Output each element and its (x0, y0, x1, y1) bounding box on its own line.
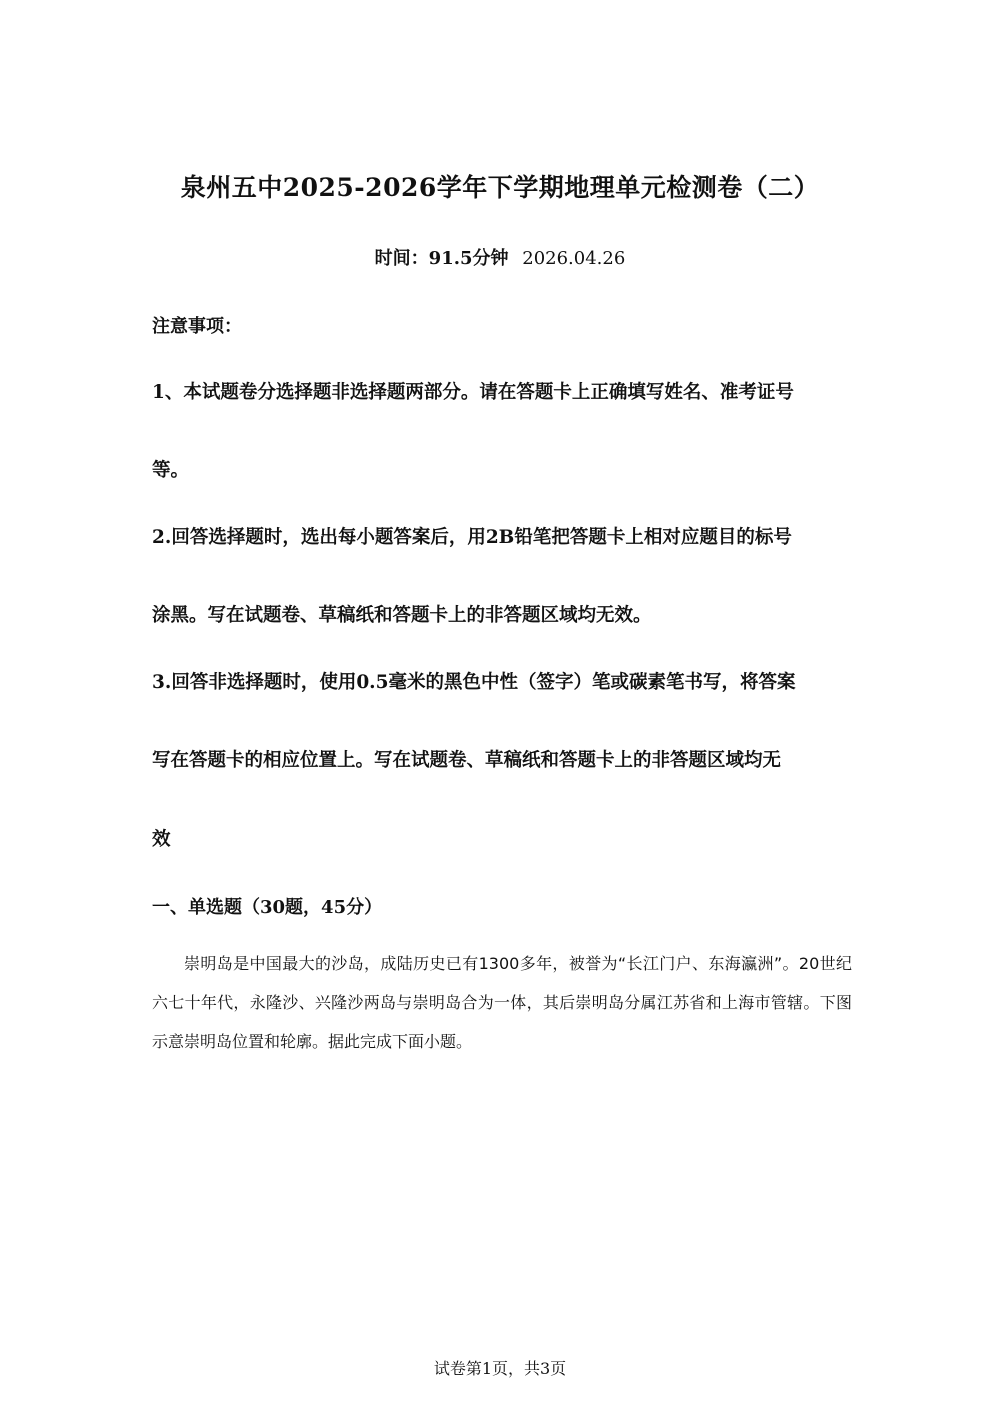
exam-meta (0, 244, 1000, 270)
note-line: 涂黑。写在试题卷、草稿纸和答题卡上的非答题区域均无效。 (152, 605, 652, 626)
exam-duration: 时间：91.5分钟 (374, 248, 509, 269)
section-heading: 一、单选题（30题，45分） (152, 897, 383, 918)
note-line: 效 (152, 829, 171, 850)
note-line: 3.回答非选择题时，使用0.5毫米的黑色中性（签字）笔或碳素笔书写，将答案 (152, 672, 796, 693)
exam-date: 2026.04.26 (522, 248, 626, 269)
note-line: 等。 (152, 460, 190, 481)
note-line: 1、本试题卷分选择题非选择题两部分。请在答题卡上正确填写姓名、准考证号 (152, 382, 794, 403)
notes-heading: 注意事项： (152, 316, 242, 337)
exam-title: 泉州五中2025-2026学年下学期地理单元检测卷（二） (180, 173, 820, 202)
note-line: 2.回答选择题时，选出每小题答案后，用2B铅笔把答题卡上相对应题目的标号 (152, 527, 792, 548)
reading-passage: 崇明岛是中国最大的沙岛，成陆历史已有1300多年，被誉为“长江门户、东海瀛洲”。20世纪六七十年代，永隆沙、兴隆沙两岛与崇明岛合为一体，其后崇明岛分属江苏省和上海市管辖。下图示意崇明岛位置和轮廓。据此完成下面小题。 (152, 954, 852, 1051)
page-footer: 试卷第1页，共3页 (433, 1359, 567, 1378)
note-line: 写在答题卡的相应位置上。写在试题卷、草稿纸和答题卡上的非答题区域均无 (152, 750, 782, 771)
